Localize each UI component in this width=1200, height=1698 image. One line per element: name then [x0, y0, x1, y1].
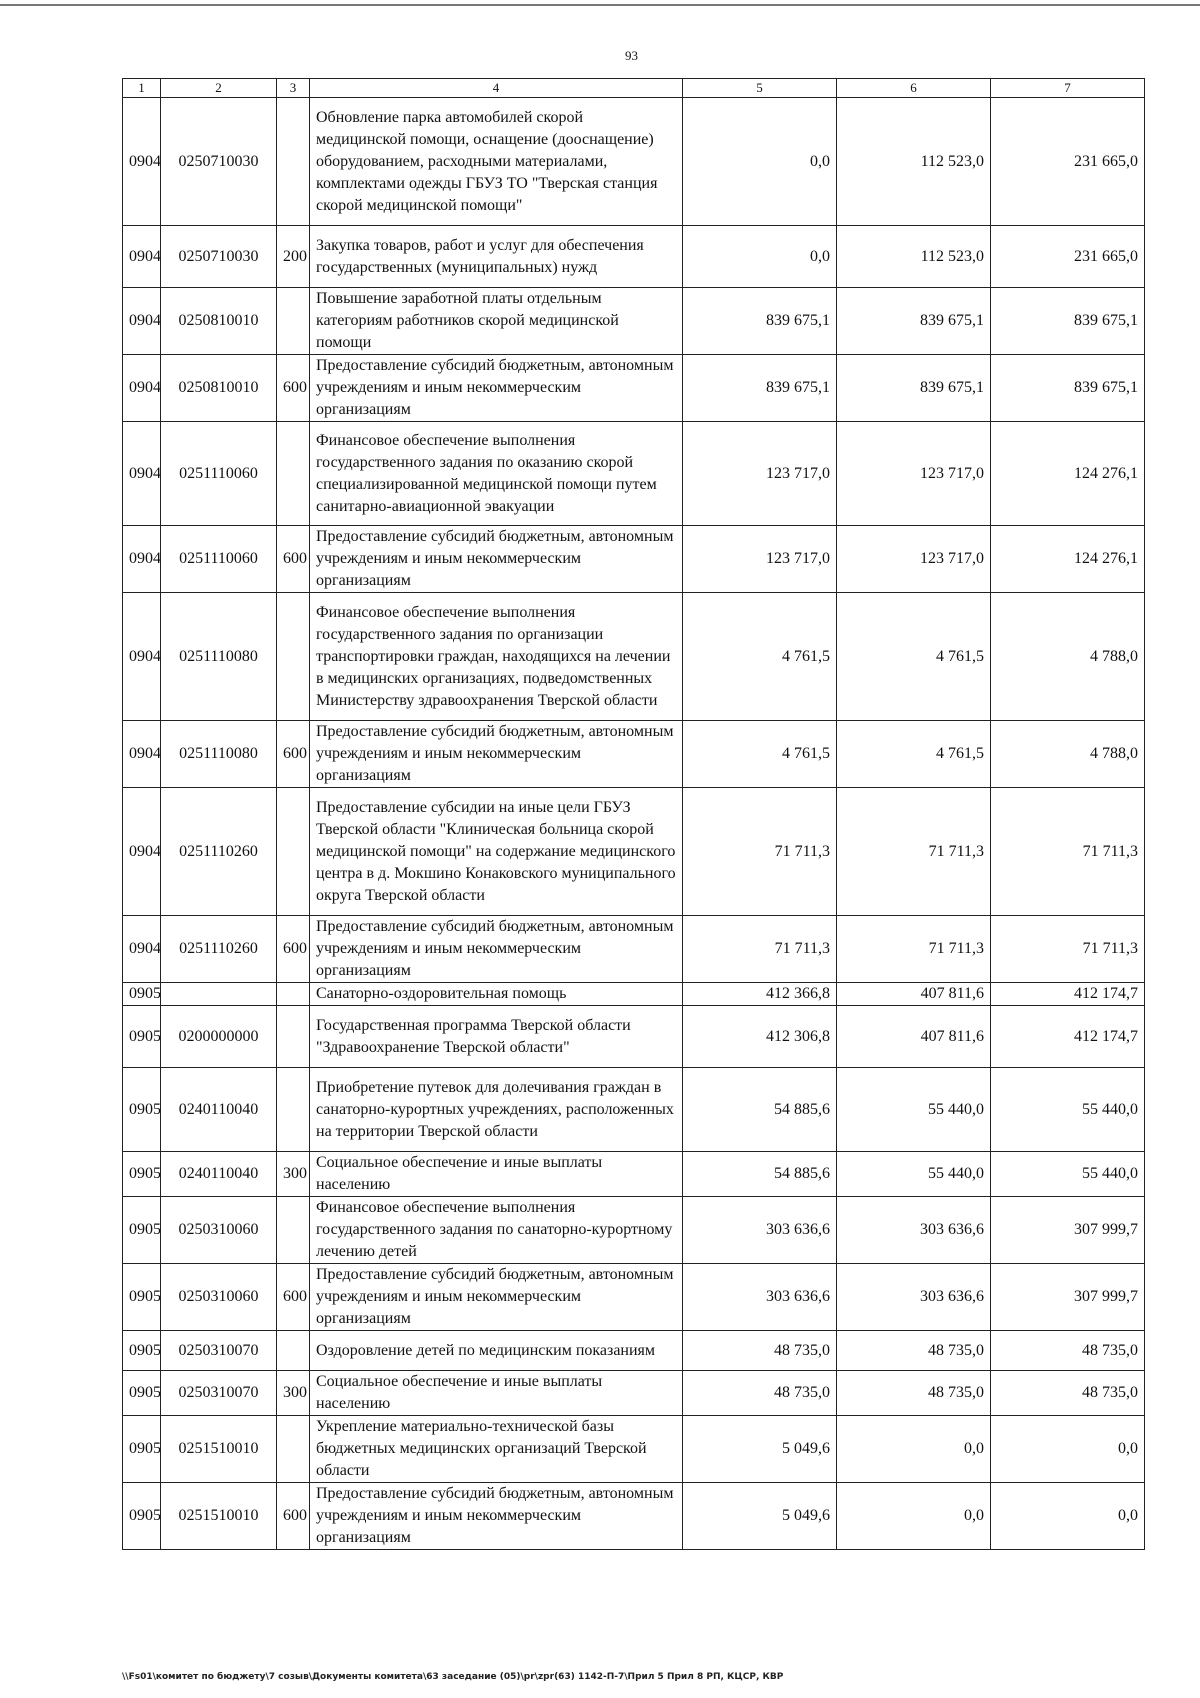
item-name: Предоставление субсидий бюджетным, автономным учреждениям и иным некоммерческим организациям: [310, 916, 683, 983]
value-col-6: 4 761,5: [837, 721, 991, 788]
value-col-7: 48 735,0: [991, 1331, 1145, 1371]
expense-type-code: 600: [277, 916, 310, 983]
item-name: Повышение заработной платы отдельным категориям работников скорой медицинской помощи: [310, 288, 683, 355]
table-row: [123, 226, 1145, 288]
value-col-6: 71 711,3: [837, 788, 991, 916]
expense-type-code: [277, 1006, 310, 1068]
item-name: Приобретение путевок для долечивания граждан в санаторно-курортных учреждениях, расположенных на территории Тверской области: [310, 1068, 683, 1152]
target-article-code: 0250710030: [161, 226, 277, 288]
target-article-code: 0250710030: [161, 98, 277, 226]
target-article-code: 0250310060: [161, 1264, 277, 1331]
target-article-code: [161, 983, 277, 1006]
column-header: 7: [991, 79, 1145, 98]
section-code: 0904: [123, 593, 161, 721]
value-col-6: 0,0: [837, 1483, 991, 1550]
table-row: [123, 1331, 1145, 1371]
value-col-5: 123 717,0: [683, 526, 837, 593]
table-row: [123, 288, 1145, 355]
table-row: [123, 422, 1145, 526]
value-col-6: 303 636,6: [837, 1197, 991, 1264]
item-name: Обновление парка автомобилей скорой медицинской помощи, оснащение (дооснащение) оборудованием, расходными материалами, комплектами одежды ГБУЗ ТО "Тверская станция скорой медицинской помощи": [310, 98, 683, 226]
value-col-5: 412 366,8: [683, 983, 837, 1006]
value-col-5: 54 885,6: [683, 1068, 837, 1152]
value-col-7: 48 735,0: [991, 1371, 1145, 1416]
value-col-6: 839 675,1: [837, 288, 991, 355]
value-col-7: 231 665,0: [991, 226, 1145, 288]
item-name: Предоставление субсидий бюджетным, автономным учреждениям и иным некоммерческим организациям: [310, 355, 683, 422]
expense-type-code: [277, 1331, 310, 1371]
item-name: Социальное обеспечение и иные выплаты населению: [310, 1152, 683, 1197]
table-row: [123, 1416, 1145, 1483]
item-name: Закупка товаров, работ и услуг для обеспечения государственных (муниципальных) нужд: [310, 226, 683, 288]
table-row: [123, 1483, 1145, 1550]
expense-type-code: [277, 983, 310, 1006]
value-col-5: 48 735,0: [683, 1331, 837, 1371]
target-article-code: 0250310070: [161, 1371, 277, 1416]
value-col-7: 412 174,7: [991, 983, 1145, 1006]
value-col-6: 407 811,6: [837, 1006, 991, 1068]
value-col-5: 303 636,6: [683, 1264, 837, 1331]
section-code: 0904: [123, 721, 161, 788]
section-code: 0905: [123, 1331, 161, 1371]
item-name: Санаторно-оздоровительная помощь: [310, 983, 683, 1006]
item-name: Предоставление субсидии на иные цели ГБУЗ Тверской области "Клиническая больница скорой медицинской помощи" на содержание медицинского центра в д. Мокшино Конаковского муниципального округа Тверской области: [310, 788, 683, 916]
expense-type-code: [277, 1197, 310, 1264]
item-name: Социальное обеспечение и иные выплаты населению: [310, 1371, 683, 1416]
section-code: 0904: [123, 422, 161, 526]
top-border-line: [0, 4, 1200, 6]
table-row: [123, 355, 1145, 422]
item-name: Предоставление субсидий бюджетным, автономным учреждениям и иным некоммерческим организациям: [310, 1483, 683, 1550]
column-header: 2: [161, 79, 277, 98]
value-col-6: 123 717,0: [837, 422, 991, 526]
value-col-7: 124 276,1: [991, 422, 1145, 526]
table-row: [123, 721, 1145, 788]
value-col-7: 839 675,1: [991, 288, 1145, 355]
value-col-6: 55 440,0: [837, 1152, 991, 1197]
target-article-code: 0251110060: [161, 526, 277, 593]
page-number: 93: [625, 48, 638, 63]
item-name: Оздоровление детей по медицинским показаниям: [310, 1331, 683, 1371]
table-row: [123, 788, 1145, 916]
section-code: 0905: [123, 1006, 161, 1068]
item-name: Предоставление субсидий бюджетным, автономным учреждениям и иным некоммерческим организациям: [310, 526, 683, 593]
expense-type-code: 300: [277, 1371, 310, 1416]
value-col-5: 5 049,6: [683, 1483, 837, 1550]
section-code: 0905: [123, 1068, 161, 1152]
value-col-6: 48 735,0: [837, 1331, 991, 1371]
table-row: [123, 1006, 1145, 1068]
table-row: [123, 1371, 1145, 1416]
expense-type-code: 600: [277, 1483, 310, 1550]
section-code: 0905: [123, 1416, 161, 1483]
section-code: 0905: [123, 1371, 161, 1416]
expense-type-code: 600: [277, 526, 310, 593]
value-col-6: 123 717,0: [837, 526, 991, 593]
section-code: 0904: [123, 288, 161, 355]
target-article-code: 0251110060: [161, 422, 277, 526]
value-col-6: 407 811,6: [837, 983, 991, 1006]
item-name: Финансовое обеспечение выполнения государственного задания по оказанию скорой специализированной медицинской помощи путем санитарно-авиационной эвакуации: [310, 422, 683, 526]
column-header: 4: [310, 79, 683, 98]
value-col-7: 71 711,3: [991, 916, 1145, 983]
value-col-5: 4 761,5: [683, 593, 837, 721]
value-col-5: 0,0: [683, 226, 837, 288]
value-col-6: 0,0: [837, 1416, 991, 1483]
expense-type-code: 600: [277, 721, 310, 788]
section-code: 0904: [123, 226, 161, 288]
table-row: [123, 916, 1145, 983]
section-code: 0904: [123, 788, 161, 916]
expense-type-code: [277, 1416, 310, 1483]
item-name: Укрепление материально-технической базы бюджетных медицинских организаций Тверской области: [310, 1416, 683, 1483]
value-col-5: 303 636,6: [683, 1197, 837, 1264]
item-name: Финансовое обеспечение выполнения государственного задания по санаторно-курортному лечению детей: [310, 1197, 683, 1264]
expense-type-code: [277, 422, 310, 526]
table-row: [123, 526, 1145, 593]
table-row: [123, 1264, 1145, 1331]
target-article-code: 0251510010: [161, 1416, 277, 1483]
column-header: 1: [123, 79, 161, 98]
expense-type-code: 300: [277, 1152, 310, 1197]
value-col-7: 307 999,7: [991, 1197, 1145, 1264]
expense-type-code: [277, 98, 310, 226]
value-col-5: 839 675,1: [683, 288, 837, 355]
column-header: 3: [277, 79, 310, 98]
value-col-7: 231 665,0: [991, 98, 1145, 226]
column-header: 5: [683, 79, 837, 98]
column-header: 6: [837, 79, 991, 98]
value-col-6: 4 761,5: [837, 593, 991, 721]
target-article-code: 0250810010: [161, 355, 277, 422]
value-col-6: 48 735,0: [837, 1371, 991, 1416]
item-name: Предоставление субсидий бюджетным, автономным учреждениям и иным некоммерческим организациям: [310, 1264, 683, 1331]
section-code: 0904: [123, 916, 161, 983]
section-code: 0904: [123, 98, 161, 226]
table-row: [123, 98, 1145, 226]
value-col-7: 0,0: [991, 1483, 1145, 1550]
expense-type-code: [277, 593, 310, 721]
value-col-7: 4 788,0: [991, 721, 1145, 788]
value-col-7: 55 440,0: [991, 1152, 1145, 1197]
expense-type-code: [277, 788, 310, 916]
value-col-6: 112 523,0: [837, 98, 991, 226]
expense-type-code: [277, 1068, 310, 1152]
target-article-code: 0250310060: [161, 1197, 277, 1264]
value-col-5: 71 711,3: [683, 788, 837, 916]
section-code: 0904: [123, 355, 161, 422]
value-col-7: 307 999,7: [991, 1264, 1145, 1331]
target-article-code: 0251110080: [161, 721, 277, 788]
expense-type-code: 600: [277, 1264, 310, 1331]
value-col-5: 412 306,8: [683, 1006, 837, 1068]
table-row: [123, 1197, 1145, 1264]
table-row: [123, 1068, 1145, 1152]
value-col-7: 4 788,0: [991, 593, 1145, 721]
item-name: Предоставление субсидий бюджетным, автономным учреждениям и иным некоммерческим организациям: [310, 721, 683, 788]
expense-type-code: [277, 288, 310, 355]
value-col-7: 412 174,7: [991, 1006, 1145, 1068]
table-row: [123, 593, 1145, 721]
value-col-7: 124 276,1: [991, 526, 1145, 593]
item-name: Финансовое обеспечение выполнения государственного задания по организации транспортировки граждан, находящихся на лечении в медицинских организациях, подведомственных Министерству здравоохранения Тверской области: [310, 593, 683, 721]
target-article-code: 0240110040: [161, 1068, 277, 1152]
expense-type-code: 200: [277, 226, 310, 288]
target-article-code: 0251110080: [161, 593, 277, 721]
expense-type-code: 600: [277, 355, 310, 422]
target-article-code: 0250310070: [161, 1331, 277, 1371]
item-name: Государственная программа Тверской области "Здравоохранение Тверской области": [310, 1006, 683, 1068]
section-code: 0905: [123, 1197, 161, 1264]
value-col-5: 48 735,0: [683, 1371, 837, 1416]
target-article-code: 0251110260: [161, 788, 277, 916]
section-code: 0905: [123, 1152, 161, 1197]
table-row: [123, 1152, 1145, 1197]
target-article-code: 0251110260: [161, 916, 277, 983]
value-col-7: 55 440,0: [991, 1068, 1145, 1152]
value-col-5: 839 675,1: [683, 355, 837, 422]
section-code: 0905: [123, 1483, 161, 1550]
value-col-6: 55 440,0: [837, 1068, 991, 1152]
table-row: [123, 983, 1145, 1006]
table-header-row: [123, 79, 1145, 98]
target-article-code: 0251510010: [161, 1483, 277, 1550]
value-col-5: 54 885,6: [683, 1152, 837, 1197]
value-col-5: 123 717,0: [683, 422, 837, 526]
value-col-6: 303 636,6: [837, 1264, 991, 1331]
target-article-code: 0200000000: [161, 1006, 277, 1068]
budget-table: [122, 78, 1145, 1550]
value-col-5: 4 761,5: [683, 721, 837, 788]
value-col-6: 112 523,0: [837, 226, 991, 288]
value-col-6: 839 675,1: [837, 355, 991, 422]
footer-file-path: \\Fs01\комитет по бюджету\7 созыв\Документы комитета\63 заседание (05)\pr\zpr(63) 1142-П-7\Прил 5 Прил 8 РП, КЦСР, КВР: [122, 1672, 784, 1682]
value-col-7: 0,0: [991, 1416, 1145, 1483]
value-col-6: 71 711,3: [837, 916, 991, 983]
section-code: 0905: [123, 1264, 161, 1331]
value-col-5: 5 049,6: [683, 1416, 837, 1483]
section-code: 0905: [123, 983, 161, 1006]
value-col-7: 71 711,3: [991, 788, 1145, 916]
section-code: 0904: [123, 526, 161, 593]
target-article-code: 0240110040: [161, 1152, 277, 1197]
value-col-7: 839 675,1: [991, 355, 1145, 422]
value-col-5: 71 711,3: [683, 916, 837, 983]
target-article-code: 0250810010: [161, 288, 277, 355]
value-col-5: 0,0: [683, 98, 837, 226]
